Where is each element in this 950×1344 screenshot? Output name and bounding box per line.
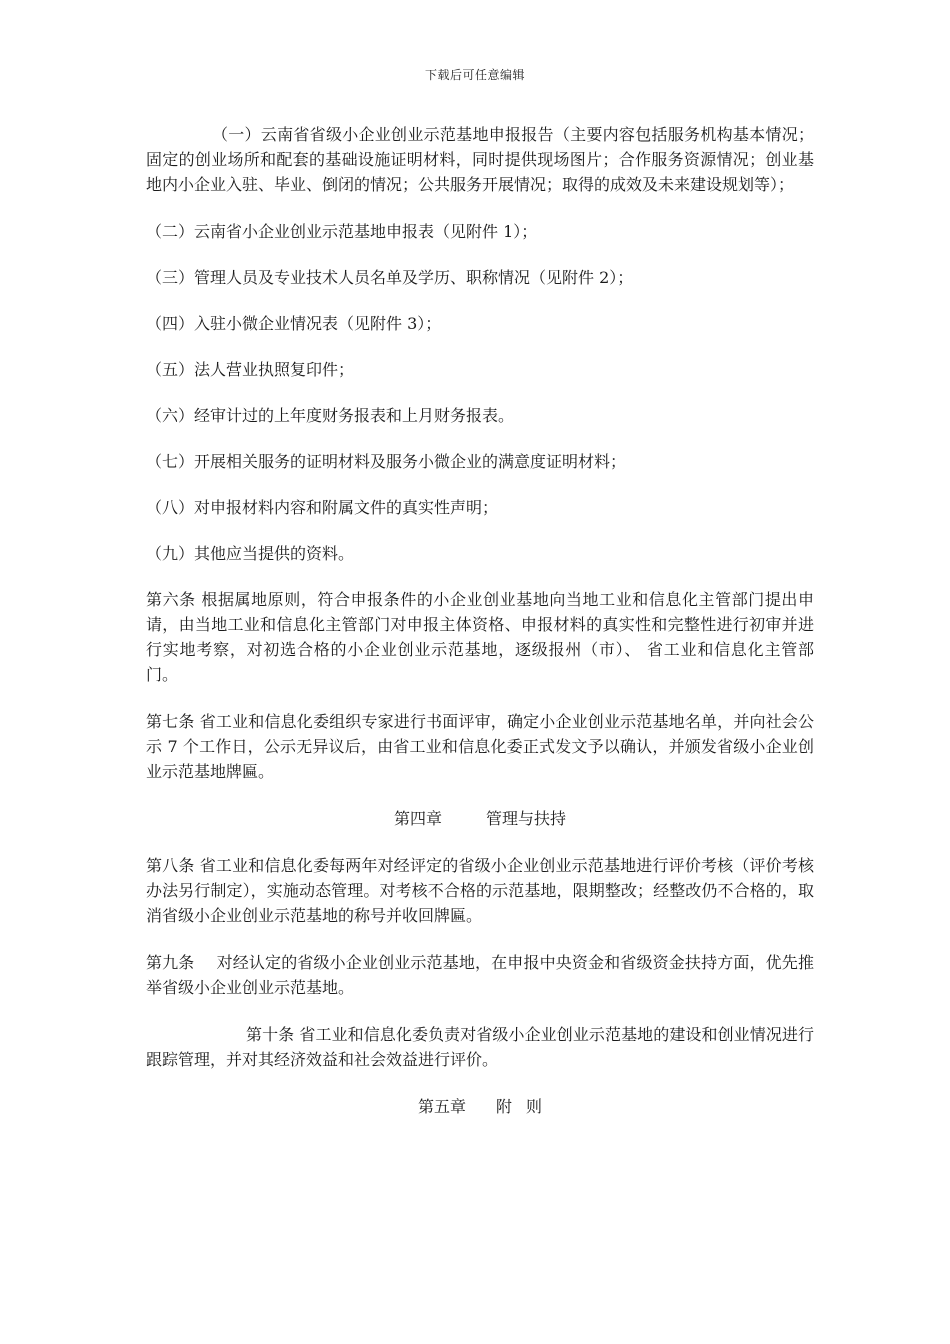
- list-item-7: （七）开展相关服务的证明材料及服务小微企业的满意度证明材料；: [146, 452, 627, 471]
- list-item-1: （一）云南省省级小企业创业示范基地申报报告（主要内容包括服务机构基本情况；固定的创业场所和配套的基础设施证明材料，同时提供现场图片；合作服务资源情况；创业基地内小企业入驻、毕业、倒闭的情况；公共服务开展情况；取得的成效及未来建设规划等）；: [146, 125, 814, 194]
- list-item-4: （四）入驻小微企业情况表（见附件 3）；: [146, 314, 442, 333]
- chapter-5-title-a: 附: [495, 1097, 512, 1116]
- list-item-3: （三）管理人员及专业技术人员名单及学历、职称情况（见附件 2）；: [146, 268, 634, 287]
- document-body: [146, 122, 814, 1141]
- article-7: 第七条 省工业和信息化委组织专家进行书面评审，确定小企业创业示范基地名单，并向社会公示 7 个工作日，公示无异议后，由省工业和信息化委正式发文予以确认，并颁发省级小企业创业示范基地牌匾。: [146, 712, 814, 781]
- chapter-5-title-b: 则: [526, 1097, 543, 1116]
- article-9-text: 对经认定的省级小企业创业示范基地，在申报中央资金和省级资金扶持方面，优先推举省级小企业创业示范基地。: [146, 953, 814, 997]
- list-item-5: （五）法人营业执照复印件；: [146, 360, 355, 379]
- chapter-5-number: 第五章: [417, 1097, 466, 1116]
- list-item-2: （二）云南省小企业创业示范基地申报表（见附件 1）；: [146, 222, 538, 241]
- article-8: 第八条 省工业和信息化委每两年对经评定的省级小企业创业示范基地进行评价考核（评价考核办法另行制定），实施动态管理。对考核不合格的示范基地，限期整改；经整改仍不合格的，取消省级小企业创业示范基地的称号并收回牌匾。: [146, 856, 814, 925]
- chapter-4-title: 管理与扶持: [486, 809, 567, 828]
- chapter-4-heading: [146, 806, 814, 831]
- chapter-4-number: 第四章: [393, 809, 442, 828]
- article-6: 第六条 根据属地原则，符合申报条件的小企业创业基地向当地工业和信息化主管部门提出申请，由当地工业和信息化主管部门对申报主体资格、申报材料的真实性和完整性进行初审并进行实地考察，对初选合格的小企业创业示范基地，逐级报州（市）、 省工业和信息化主管部门。: [146, 590, 814, 684]
- article-9-label: 第九条: [146, 953, 195, 972]
- article-9: [146, 950, 814, 1000]
- article-10: 第十条 省工业和信息化委负责对省级小企业创业示范基地的建设和创业情况进行跟踪管理，并对其经济效益和社会效益进行评价。: [146, 1025, 814, 1069]
- list-item-9: （九）其他应当提供的资料。: [146, 544, 355, 563]
- list-item-6: （六）经审计过的上年度财务报表和上月财务报表。: [146, 406, 515, 425]
- header-note: 下载后可任意编辑: [424, 68, 525, 82]
- chapter-5-heading: [146, 1094, 814, 1119]
- list-item-8: （八）对申报材料内容和附属文件的真实性声明；: [146, 498, 499, 517]
